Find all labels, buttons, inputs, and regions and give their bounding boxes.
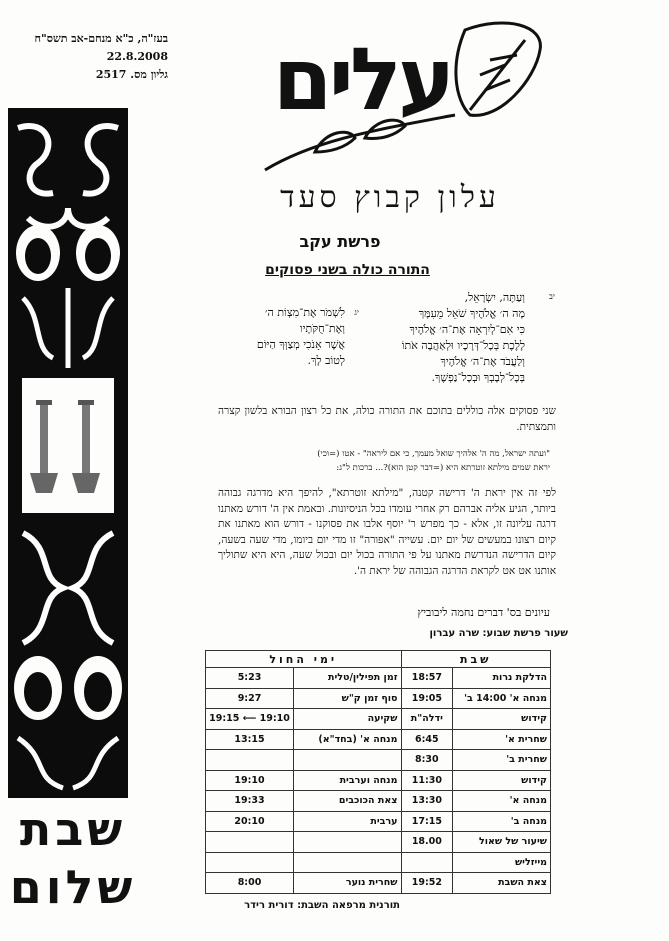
decorative-border bbox=[8, 108, 128, 798]
issue-meta bbox=[8, 30, 168, 84]
table-header-row bbox=[206, 651, 551, 668]
shabbat-event: קידוש bbox=[453, 770, 551, 791]
shabbat-time bbox=[401, 852, 453, 873]
verse-line: וְלַעֲבֹד אֶת־ה׳ אֱלֹהֶיךָ bbox=[440, 355, 525, 368]
verse-number-12: יב bbox=[549, 292, 555, 301]
weekday-time: 8:00 bbox=[206, 873, 294, 894]
table-row bbox=[206, 709, 551, 730]
verse-line: לִשְׁמֹר אֶת־מִצְוֹת ה׳ וְאֶת־חֻקֹּתָיו bbox=[264, 306, 345, 335]
shabbat-event: צאת השבת bbox=[453, 873, 551, 894]
verse-line: כִּי אִם־לְיִרְאָה אֶת־ה׳ אֱלֹהֶיךָ bbox=[409, 323, 525, 336]
source-attribution: עיונים בס' דברים נחמה ליבוביץ bbox=[417, 606, 550, 619]
shabbat-shalom bbox=[8, 800, 138, 916]
talmud-quote bbox=[230, 447, 550, 475]
shalom-word: שלום bbox=[9, 860, 137, 914]
weekday-time bbox=[206, 832, 294, 853]
shabbat-time: ידלה"ת bbox=[401, 709, 453, 730]
shabbat-event: מנחה ב' bbox=[453, 811, 551, 832]
shabbat-time: 8:30 bbox=[401, 750, 453, 771]
shabbat-time: 18.00 bbox=[401, 832, 453, 853]
quote-line: "ועתה ישראל, מה ה' אלהיך שואל מעמך, כי אם ליראה" - אטו (=וכי) bbox=[317, 449, 550, 459]
weekday-event bbox=[294, 832, 401, 853]
shabbat-time: 19:05 bbox=[401, 688, 453, 709]
gregorian-date: 22.8.2008 bbox=[106, 50, 168, 63]
article-headline: התורה כולה בשני פסוקים bbox=[265, 262, 430, 278]
shabbat-time: 13:30 bbox=[401, 791, 453, 812]
shabbat-time: 18:57 bbox=[401, 668, 453, 689]
table-row bbox=[206, 688, 551, 709]
shabbat-event: מנחה א' 14:00 ב' bbox=[453, 688, 551, 709]
weekday-time: 5:23 bbox=[206, 668, 294, 689]
weekday-time bbox=[206, 852, 294, 873]
weekday-event: מנחה א' (בחד"א) bbox=[294, 729, 401, 750]
prayer-schedule-table bbox=[205, 650, 551, 894]
verse-line: אֲשֶׁר אָנֹכִי מְצַוְּךָ הַיּוֹם bbox=[256, 338, 345, 351]
table-row bbox=[206, 832, 551, 853]
weekday-event: זמן תפילין/טלית bbox=[294, 668, 401, 689]
weekday-event bbox=[294, 750, 401, 771]
weekday-time: 9:27 bbox=[206, 688, 294, 709]
shabbat-time: 17:15 bbox=[401, 811, 453, 832]
shabbat-event: מייזליש bbox=[453, 852, 551, 873]
weekday-header: ימי החול bbox=[206, 651, 402, 668]
masthead-subtitle: עלון קבוץ סעד bbox=[280, 180, 500, 215]
verses-block bbox=[220, 290, 555, 395]
verses-left-column bbox=[220, 305, 345, 369]
verse-line: בְּכָל־לְבָבְךָ וּבְכָל־נַפְשֶׁךָ. bbox=[431, 371, 525, 384]
table-row bbox=[206, 729, 551, 750]
shabbat-event: שחרית א' bbox=[453, 729, 551, 750]
weekday-event: שחרית נוער bbox=[294, 873, 401, 894]
hebrew-date: בעז"ה, כ"א מנחם-אב תשס"ח bbox=[34, 32, 168, 45]
weekday-time: 19:10 bbox=[206, 770, 294, 791]
weekday-event: סוף זמן ק"ש bbox=[294, 688, 401, 709]
doctor-on-duty: תורנית מרפאה השבת: דורית רידר bbox=[244, 900, 400, 911]
shabbat-header: שבת bbox=[401, 651, 551, 668]
shabbat-event: שחרית ב' bbox=[453, 750, 551, 771]
shabbat-event: שיעור של שאול bbox=[453, 832, 551, 853]
weekday-time bbox=[206, 750, 294, 771]
shabbat-event: מנחה א' bbox=[453, 791, 551, 812]
shabbat-time: 6:45 bbox=[401, 729, 453, 750]
shiur-credit: שעור פרשת שבוע: שרה עברון bbox=[429, 628, 568, 639]
verse-line: מָה ה׳ אֱלֹהֶיךָ שֹׁאֵל מֵעִמָּךְ bbox=[418, 307, 525, 320]
intro-paragraph: שני פסוקים אלה כוללים בתוכם את התורה כולה, את כל רצון הבורא בלשון קצרה ותמצתית. bbox=[218, 405, 556, 433]
shabbat-event: קידוש bbox=[453, 709, 551, 730]
verses-right-column bbox=[365, 290, 525, 386]
weekday-event: ערבית bbox=[294, 811, 401, 832]
parasha-title: פרשת עקב bbox=[299, 232, 381, 251]
shabbat-time: 11:30 bbox=[401, 770, 453, 791]
verse-line: לָלֶכֶת בְּכָל־דְּרָכָיו וּלְאַהֲבָה אֹתוֹ bbox=[401, 339, 525, 352]
quote-line: יראת שמים מילתא זוטרתא היא (=דבר קטן הוא)?... ברכות ל"ג: bbox=[336, 463, 550, 473]
masthead-title: עלים bbox=[272, 30, 452, 130]
weekday-event: מנחה וערבית bbox=[294, 770, 401, 791]
issue-number: גליון מס. 2517 bbox=[95, 68, 168, 81]
table-row bbox=[206, 750, 551, 771]
table-row bbox=[206, 770, 551, 791]
verse-number-13: יג bbox=[354, 308, 359, 317]
weekday-time: 19:15 ⟵ 19:10 bbox=[206, 709, 294, 730]
shabbat-event: הדלקת נרות bbox=[453, 668, 551, 689]
shabbat-word: שבת bbox=[19, 802, 127, 856]
table-row bbox=[206, 852, 551, 873]
shabbat-time: 19:52 bbox=[401, 873, 453, 894]
weekday-time: 20:10 bbox=[206, 811, 294, 832]
table-row bbox=[206, 811, 551, 832]
main-paragraph: לפי זה אין יראת ה' דרישה קטנה, "מילתא זוטרתא", להיפך היא מדרגה גבוהה ביותר, הגיע אליה אברהם רק אחרי עומדו בכל הניסיונות. ובאמת אין ה' דורש מאתנו דרגה עליונה זו, אלא - כך מפרש ר' יוסף אלבו את פסוקנו - דורש הוא מאתנו את קיום רצונו במעשים של יום יום. עשייה "אפורה" זו מדי יום ביומו, מדי שעה בשעה, קיום הדרישה הנדרשת מאתנו על פי התורה בכול יום ובכול שעה, היא היא שתוליך אותנו אט אט לקראת הדרגה הגבוהה של יראת ה'. bbox=[218, 487, 556, 577]
weekday-time: 13:15 bbox=[206, 729, 294, 750]
table-row bbox=[206, 668, 551, 689]
table-row bbox=[206, 873, 551, 894]
table-row bbox=[206, 791, 551, 812]
weekday-event: צאת הכוכבים bbox=[294, 791, 401, 812]
verse-line: לְטוֹב לָךְ. bbox=[307, 354, 345, 367]
verse-line: וְעַתָּה, יִשְׂרָאֵל, bbox=[464, 291, 525, 304]
weekday-time: 19:33 bbox=[206, 791, 294, 812]
weekday-event: שקיעה bbox=[294, 709, 401, 730]
weekday-event bbox=[294, 852, 401, 873]
